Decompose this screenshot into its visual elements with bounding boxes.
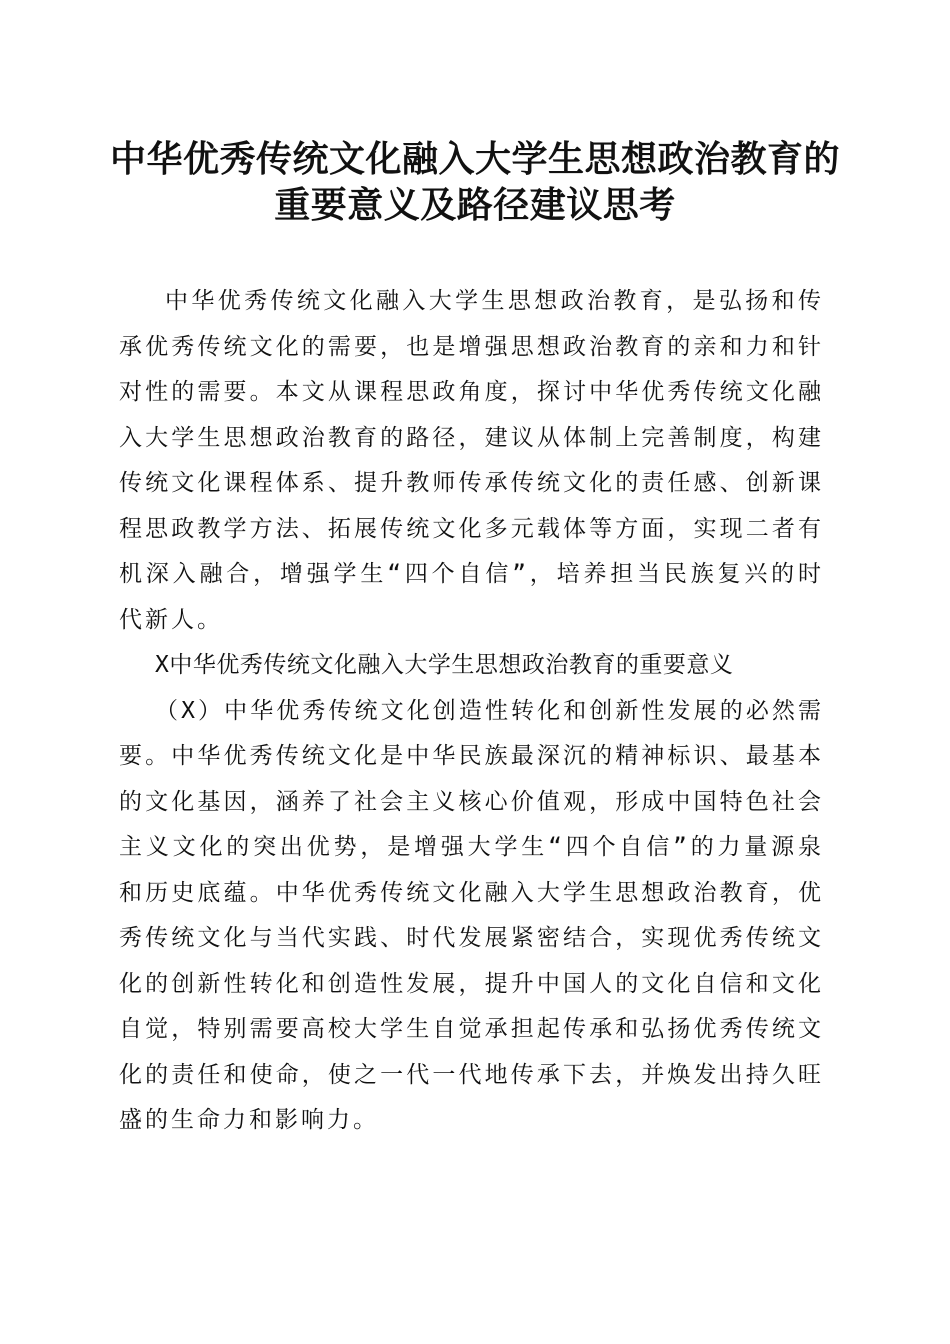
section-heading: X中华优秀传统文化融入大学生思想政治教育的重要意义 (155, 652, 734, 678)
title-line-2: 重要意义及路径建议思考 (274, 184, 676, 226)
document-title (0, 136, 950, 228)
abstract-paragraph: 中华优秀传统文化融入大学生思想政治教育，是弘扬和传承优秀传统文化的需要，也是增强思想政治教育的亲和力和针对性的需要。本文从课程思政角度，探讨中华优秀传统文化融入大学生思想政治教育的路径，建议从体制上完善制度，构建传统文化课程体系、提升教师传承传统文化的责任感、创新课程思政教学方法、拓展传统文化多元载体等方面，实现二者有机深入融合，增强学生“四个自信”，培养担当民族复兴的时代新人。 (119, 288, 824, 633)
subsection-paragraph: （X）中华优秀传统文化创造性转化和创新性发展的必然需要。中华优秀传统文化是中华民族最深沉的精神标识、最基本的文化基因，涵养了社会主义核心价值观，形成中国特色社会主义文化的突出优势，是增强大学生“四个自信”的力量源泉和历史底蕴。中华优秀传统文化融入大学生思想政治教育，优秀传统文化与当代实践、时代发展紧密结合，实现优秀传统文化的创新性转化和创造性发展，提升中国人的文化自信和文化自觉，特别需要高校大学生自觉承担起传承和弘扬优秀传统文化的责任和使命，使之一代一代地传承下去，并焕发出持久旺盛的生命力和影响力。 (119, 697, 824, 1133)
document-body (119, 279, 824, 1144)
title-line-1: 中华优秀传统文化融入大学生思想政治教育的 (109, 138, 840, 180)
